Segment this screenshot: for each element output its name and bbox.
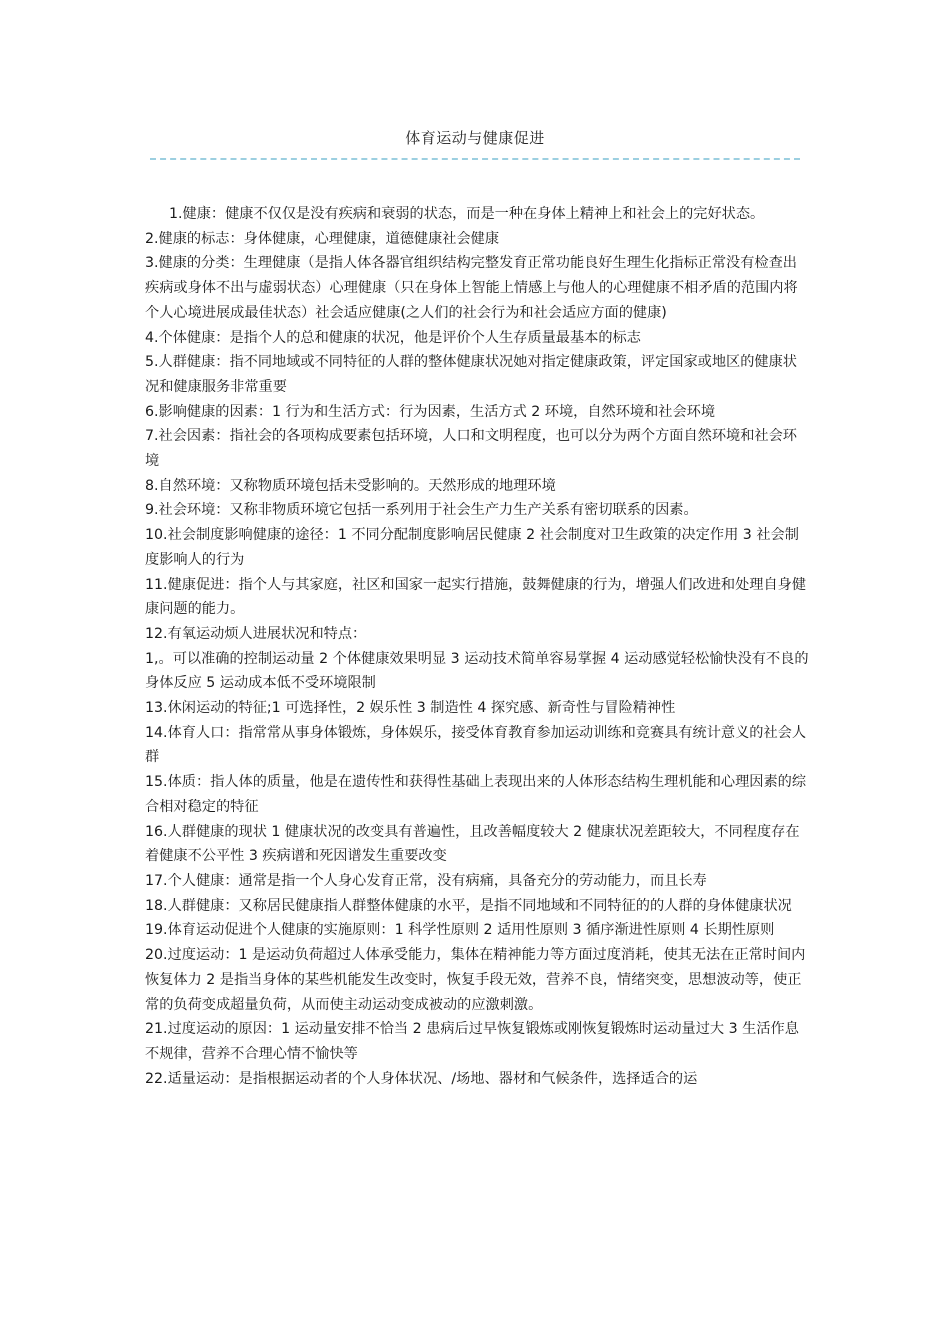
paragraph-16: 16.人群健康的现状 1 健康状况的改变具有普遍性，且改善幅度较大 2 健康状况差距较大，不同程度存在着健康不公平性 3 疾病谱和死因谱发生重要改变 bbox=[145, 823, 800, 865]
paragraph-2: 2.健康的标志：身体健康，心理健康，道德健康社会健康 bbox=[145, 230, 500, 247]
paragraph-4: 4.个体健康：是指个人的总和健康的状况，他是评价个人生存质量最基本的标志 bbox=[145, 329, 641, 346]
paragraph-11: 11.健康促进：指个人与其家庭，社区和国家一起实行措施，鼓舞健康的行为，增强人们改进和处理自身健康问题的能力。 bbox=[145, 576, 807, 618]
paragraph-12-list: 1,。可以准确的控制运动量 2 个体健康效果明显 3 运动技术简单容易掌握 4 运动感觉轻松愉快没有不良的身体反应 5 运动成本低不受环境限制 bbox=[145, 650, 809, 692]
paragraph-19: 19.体育运动促进个人健康的实施原则：1 科学性原则 2 适用性原则 3 循序渐进性原则 4 长期性原则 bbox=[145, 922, 775, 939]
title-divider bbox=[150, 158, 800, 160]
paragraph-20: 20.过度运动：1 是运动负荷超过人体承受能力，集体在精神能力等方面过度消耗，使其无法在正常时间内恢复体力 2 是指当身体的某些机能发生改变时，恢复手段无效，营养不良，情绪突变，思想波动等，使正常的负荷变成超量负荷，从而使主动运动变成被动的应激刺激。 bbox=[145, 947, 806, 1013]
paragraph-7: 7.社会因素：指社会的各项构成要素包括环境，人口和文明程度，也可以分为两个方面自然环境和社会环境 bbox=[145, 428, 797, 470]
paragraph-22: 22.适量运动：是指根据运动者的个人身体状况、/场地、器材和气候条件，选择适合的运 bbox=[145, 1070, 698, 1087]
paragraph-1: 1.健康：健康不仅仅是没有疾病和衰弱的状态，而是一种在身体上精神上和社会上的完好状态。 bbox=[169, 206, 765, 222]
paragraph-14: 14.体育人口：指常常从事身体锻炼，身体娱乐，接受体育教育参加运动训练和竞赛具有统计意义的社会人群 bbox=[145, 724, 807, 766]
document-body bbox=[145, 202, 810, 1091]
paragraph-12: 12.有氧运动烦人进展状况和特点： bbox=[145, 625, 367, 642]
paragraph-10: 10.社会制度影响健康的途径：1 不同分配制度影响居民健康 2 社会制度对卫生政策的决定作用 3 社会制度影响人的行为 bbox=[145, 527, 799, 568]
paragraph-18: 18.人群健康：又称居民健康指人群整体健康的水平，是指不同地域和不同特征的的人群的身体健康状况 bbox=[145, 897, 792, 914]
paragraph-5: 5.人群健康：指不同地域或不同特征的人群的整体健康状况她对指定健康政策，评定国家或地区的健康状况和健康服务非常重要 bbox=[145, 354, 797, 395]
paragraph-6: 6.影响健康的因素：1 行为和生活方式：行为因素，生活方式 2 环境，自然环境和社会环境 bbox=[145, 403, 716, 420]
paragraph-15: 15.体质：指人体的质量，他是在遗传性和获得性基础上表现出来的人体形态结构生理机能和心理因素的综合相对稳定的特征 bbox=[145, 774, 807, 815]
paragraph-21: 21.过度运动的原因：1 运动量安排不恰当 2 患病后过早恢复锻炼或刚恢复锻炼时运动量过大 3 生活作息不规律，营养不合理心情不愉快等 bbox=[145, 1021, 799, 1062]
document-title: 体育运动与健康促进 bbox=[405, 129, 545, 147]
paragraph-9: 9.社会环境：又称非物质环境它包括一系列用于社会生产力生产关系有密切联系的因素。 bbox=[145, 502, 698, 519]
paragraph-13: 13.休闲运动的特征;1 可选择性，2 娱乐性 3 制造性 4 探究感、新奇性与冒险精神性 bbox=[145, 700, 676, 717]
paragraph-17: 17.个人健康：通常是指一个人身心发育正常，没有病痛，具备充分的劳动能力，而且长寿 bbox=[145, 872, 707, 889]
paragraph-3: 3.健康的分类：生理健康（是指人体各器官组织结构完整发育正常功能良好生理生化指标正常没有检查出疾病或身体不出与虚弱状态）心理健康（只在身体上智能上情感上与他人的心理健康不相矛盾的范围内将个人心境进展成最佳状态）社会适应健康(之人们的社会行为和社会适应方面的健康) bbox=[145, 255, 798, 321]
paragraph-8: 8.自然环境：又称物质环境包括未受影响的。天然形成的地理环境 bbox=[145, 477, 556, 494]
